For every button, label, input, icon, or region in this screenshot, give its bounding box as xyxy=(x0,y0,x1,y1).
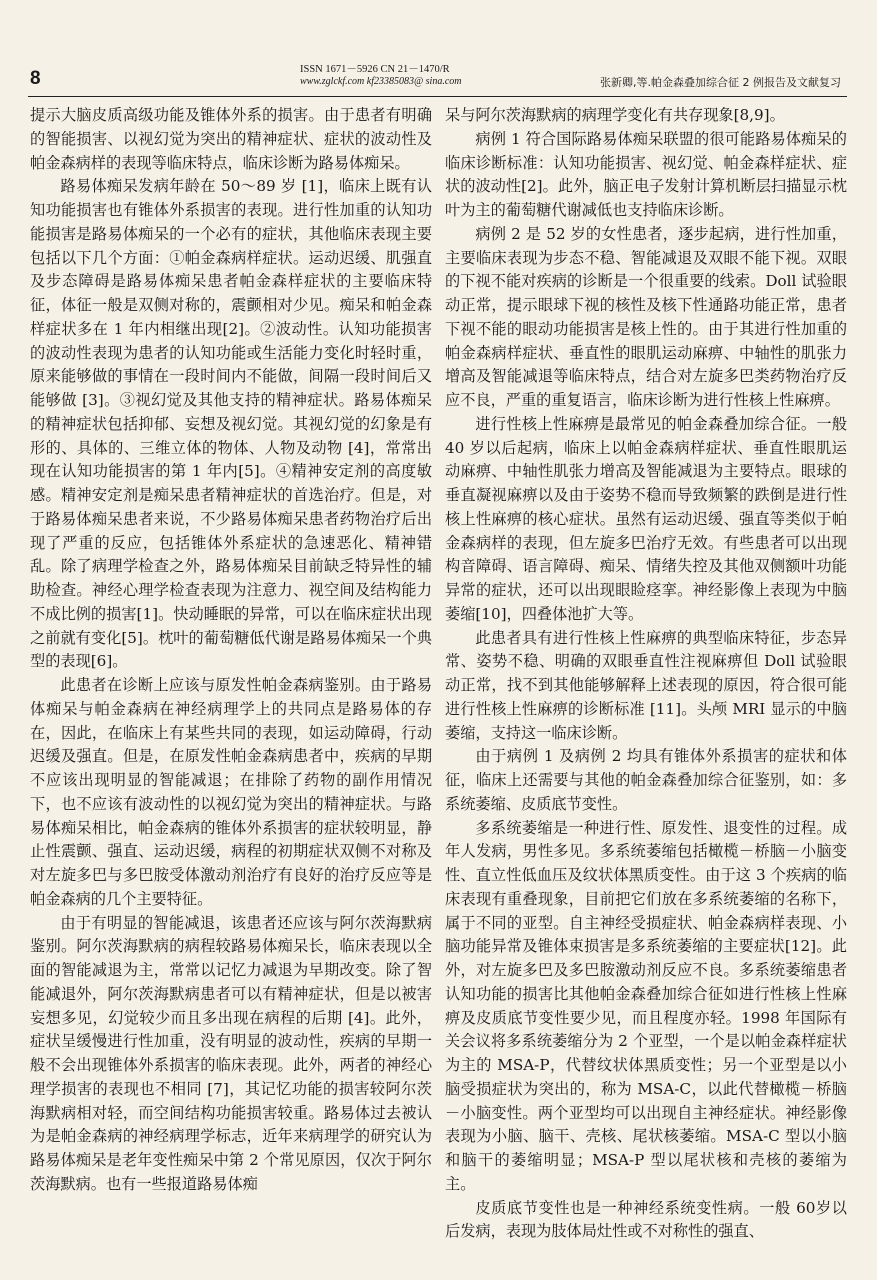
paragraph: 病例 1 符合国际路易体痴呆联盟的很可能路易体痴呆的临床诊断标准：认知功能损害、视幻觉、帕金森样症状、症状的波动性[2]。此外，脑正电子发射计算机断层扫描显示枕叶为主的葡萄糖代谢减低也支持临床诊断。 xyxy=(445,129,847,219)
page-number: 8 xyxy=(30,68,41,89)
paragraph: 由于病例 1 及病例 2 均具有锥体外系损害的症状和体征，临床上还需要与其他的帕金森叠加综合征鉴别，如：多系统萎缩、皮质底节变性。 xyxy=(445,747,847,813)
right-column xyxy=(445,104,847,1244)
paragraph: 此患者在诊断上应该与原发性帕金森病鉴别。由于路易体痴呆与帕金森病在神经病理学上的共同点是路易体的存在，因此，在临床上有某些共同的表现，如运动障碍，行动迟缓及强直。但是，在原发性帕金森病患者中，疾病的早期不应该出现明显的智能减退；在排除了药物的副作用情况下，也不应该有波动性的以视幻觉为突出的精神症状。与路易体痴呆相比，帕金森病的锥体外系损害的症状较明显，静止性震颤、强直、运动迟缓，病程的初期症状双侧不对称及对左旋多巴与多巴胺受体激动剂治疗有良好的治疗反应等是帕金森病的几个主要特征。 xyxy=(30,676,432,908)
paragraph: 提示大脑皮质高级功能及锥体外系的损害。由于患者有明确的智能损害、以视幻觉为突出的精神症状、症状的波动性及帕金森病样的表现等临床特点，临床诊断为路易体痴呆。 xyxy=(30,106,432,172)
paragraph: 此患者具有进行性核上性麻痹的典型临床特征，步态异常、姿势不稳、明确的双眼垂直性注视麻痹但 Doll 试验眼动正常，找不到其他能够解释上述表现的原因，符合很可能进行性核上性麻痹的诊断标准 [11]。头颅 MRI 显示的中脑萎缩，支持这一临床诊断。 xyxy=(445,628,847,742)
paragraph: 皮质底节变性也是一种神经系统变性病。一般 60岁以后发病，表现为肢体局灶性或不对称性的强直、 xyxy=(445,1198,847,1241)
paragraph: 多系统萎缩是一种进行性、原发性、退变性的过程。成年人发病，男性多见。多系统萎缩包括橄榄－桥脑－小脑变性、直立性低血压及纹状体黑质变性。由于这 3 个疾病的临床表现有重叠现象，目前把它们放在多系统萎缩的名称下，属于不同的亚型。自主神经受损症状、帕金森病样表现、小脑功能异常及锥体束损害是多系统萎缩的主要症状[12]。此外，对左旋多巴及多巴胺激动剂反应不良。多系统萎缩患者认知功能的损害比其他帕金森叠加综合征如进行性核上性麻痹及皮质底节变性要少见，而且程度亦轻。1998 年国际有关会议将多系统萎缩分为 2 个亚型，一个是以帕金森样症状为主的 MSA-P，代替纹状体黑质变性；另一个亚型是以小脑受损症状为突出的，称为 MSA-C，以此代替橄榄－桥脑－小脑变性。两个亚型均可以出现自主神经症状。神经影像表现为小脑、脑干、壳核、尾状核萎缩。MSA-C 型以小脑和脑干的萎缩明显；MSA-P 型以尾状核和壳核的萎缩为主。 xyxy=(445,818,847,1193)
website-line: www.zglckf.com kf23385083@ sina.com xyxy=(300,76,462,87)
paragraph: 病例 2 是 52 岁的女性患者，逐步起病，进行性加重，主要临床表现为步态不稳、智能减退及双眼不能下视。双眼的下视不能对疾病的诊断是一个很重要的线索。Doll 试验眼动正常，提示眼球下视的核性及核下性通路功能正常，患者下视不能的眼动功能损害是核上性的。由于其进行性加重的帕金森病样症状、垂直性的眼肌运动麻痹、中轴性的肌张力增高及智能减退等临床特点，结合对左旋多巴类药物治疗反应不良，严重的重复语言，临床诊断为进行性核上性麻痹。 xyxy=(445,224,847,409)
left-column xyxy=(30,104,432,1197)
issn-line: ISSN 1671－5926 CN 21－1470/R xyxy=(300,64,450,75)
header-rule xyxy=(28,96,847,97)
paragraph: 路易体痴呆发病年龄在 50～89 岁 [1]，临床上既有认知功能损害也有锥体外系损害的表现。进行性加重的认知功能损害是路易体痴呆的一个必有的症状，其他临床表现主要包括以下几个方面：①帕金森病样症状。运动迟缓、肌强直及步态障碍是路易体痴呆患者帕金森样症状的主要临床特征，体征一般是双侧对称的，震颤相对少见。痴呆和帕金森样症状多在 1 年内相继出现[2]。②波动性。认知功能损害的波动性表现为患者的认知功能或生活能力变化时轻时重，原来能够做的事情在一段时间内不能做，间隔一段时间后又能够做 [3]。③视幻觉及其他支持的精神症状。路易体痴呆的精神症状包括抑郁、妄想及视幻觉。其视幻觉的幻象是有形的、具体的、三维立体的物体、人物及动物 [4]，常常出现在认知功能损害的第 1 年内[5]。④精神安定剂的高度敏感。精神安定剂是痴呆患者精神症状的首选治疗。但是，对于路易体痴呆患者来说，不少路易体痴呆患者药物治疗后出现了严重的反应，包括锥体外系症状的急速恶化、精神错乱。除了病理学检查之外，路易体痴呆目前缺乏特异性的辅助检查。神经心理学检查表现为注意力、视空间及结构能力不成比例的损害[1]。快动睡眠的异常，可以在临床症状出现之前就有变化[5]。枕叶的葡萄糖低代谢是路易体痴呆一个典型的表现[6]。 xyxy=(30,177,432,671)
paragraph: 进行性核上性麻痹是最常见的帕金森叠加综合征。一般 40 岁以后起病，临床上以帕金森病样症状、垂直性眼肌运动麻痹、中轴性肌张力增高及智能减退为主要特点。眼球的垂直凝视麻痹以及由于姿势不稳而导致频繁的跌倒是进行性核上性麻痹的核心症状。虽然有运动迟缓、强直等类似于帕金森病样的表现，但左旋多巴治疗无效。有些患者可以出现构音障碍、语言障碍、痴呆、情绪失控及其他双侧额叶功能异常的症状，还可以出现眼睑痉挛。神经影像上表现为中脑萎缩[10]，四叠体池扩大等。 xyxy=(445,414,847,623)
paragraph: 呆与阿尔茨海默病的病理学变化有共存现象[8,9]。 xyxy=(445,106,785,124)
running-title: 张新卿,等.帕金森叠加综合征 2 例报告及文献复习 xyxy=(600,76,841,89)
paragraph: 由于有明显的智能减退，该患者还应该与阿尔茨海默病鉴别。阿尔茨海默病的病程较路易体痴呆长，临床表现以全面的智能减退为主，常常以记忆力减退为早期改变。除了智能减退外，阿尔茨海默病患者可以有精神症状，但是以被害妄想多见，幻觉较少而且多出现在病程的后期 [4]。此外，症状呈缓慢进行性加重，没有明显的波动性，疾病的早期一般不会出现锥体外系损害的临床表现。此外，两者的神经心理学损害的表现也不相同 [7]，其记忆功能的损害较阿尔茨海默病相对轻，而空间结构功能损害较重。路易体过去被认为是帕金森病的神经病理学标志，近年来病理学的研究认为路易体痴呆是老年变性痴呆中第 2 个常见原因，仅次于阿尔茨海默病。也有一些报道路易体痴 xyxy=(30,913,432,1193)
page-header xyxy=(0,58,877,98)
